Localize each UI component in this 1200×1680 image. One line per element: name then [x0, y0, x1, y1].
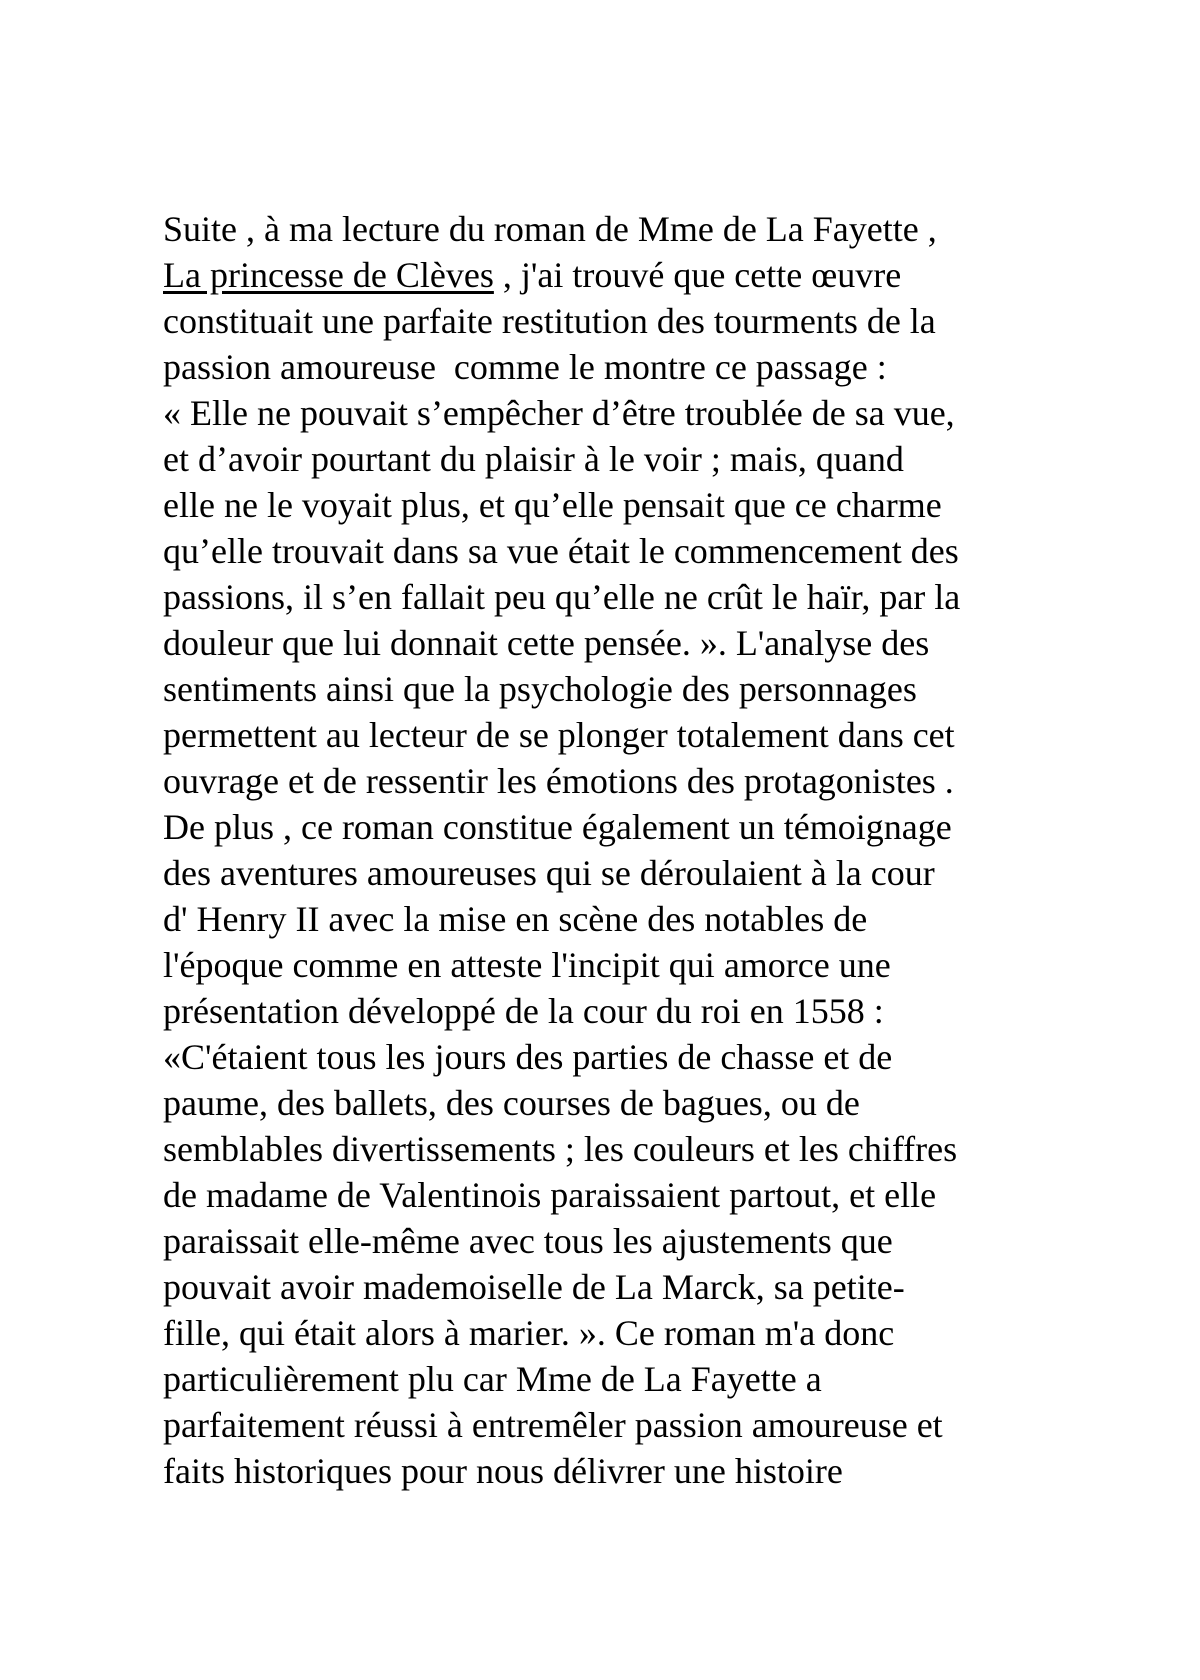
text-line-15: des aventures amoureuses qui se déroulaient à la cour — [163, 853, 935, 893]
text-line-13: ouvrage et de ressentir les émotions des protagonistes . — [163, 761, 954, 801]
text-line-7: elle ne le voyait plus, et qu’elle pensait que ce charme — [163, 485, 942, 525]
text-line-19: «C'étaient tous les jours des parties de chasse et de — [163, 1037, 893, 1077]
text-line-22: de madame de Valentinois paraissaient partout, et elle — [163, 1175, 937, 1215]
text-line-8: qu’elle trouvait dans sa vue était le commencement des — [163, 531, 959, 571]
book-title: La princesse de Clèves — [163, 255, 494, 295]
text-line-16: d' Henry II avec la mise en scène des notables de — [163, 899, 868, 939]
text-line-3: constituait une parfaite restitution des tourments de la — [163, 301, 936, 341]
text-line-25: fille, qui était alors à marier. ». Ce roman m'a donc — [163, 1313, 895, 1353]
text-line-17: l'époque comme en atteste l'incipit qui amorce une — [163, 945, 891, 985]
body-text — [163, 206, 1083, 1494]
text-line-14: De plus , ce roman constitue également un témoignage — [163, 807, 952, 847]
text-line-11: sentiments ainsi que la psychologie des personnages — [163, 669, 917, 709]
text-line-2-rest: , j'ai trouvé que cette œuvre — [493, 255, 902, 295]
text-line-24: pouvait avoir mademoiselle de La Marck, sa petite- — [163, 1267, 905, 1307]
text-line-10: douleur que lui donnait cette pensée. ». L'analyse des — [163, 623, 930, 663]
text-line-6: et d’avoir pourtant du plaisir à le voir ; mais, quand — [163, 439, 904, 479]
text-line-23: paraissait elle-même avec tous les ajustements que — [163, 1221, 893, 1261]
text-line-27: parfaitement réussi à entremêler passion amoureuse et — [163, 1405, 943, 1445]
text-line-4: passion amoureuse comme le montre ce passage : — [163, 347, 887, 387]
text-line-2 — [163, 252, 1083, 298]
text-line-21: semblables divertissements ; les couleurs et les chiffres — [163, 1129, 958, 1169]
text-line-28: faits historiques pour nous délivrer une histoire — [163, 1451, 843, 1491]
text-line-20: paume, des ballets, des courses de bagues, ou de — [163, 1083, 860, 1123]
text-line-1: Suite , à ma lecture du roman de Mme de La Fayette , — [163, 209, 937, 249]
text-line-9: passions, il s’en fallait peu qu’elle ne crût le haïr, par la — [163, 577, 961, 617]
text-line-12: permettent au lecteur de se plonger totalement dans cet — [163, 715, 955, 755]
text-line-18: présentation développé de la cour du roi en 1558 : — [163, 991, 884, 1031]
text-line-5: « Elle ne pouvait s’empêcher d’être troublée de sa vue, — [163, 393, 955, 433]
text-line-26: particulièrement plu car Mme de La Fayette a — [163, 1359, 822, 1399]
